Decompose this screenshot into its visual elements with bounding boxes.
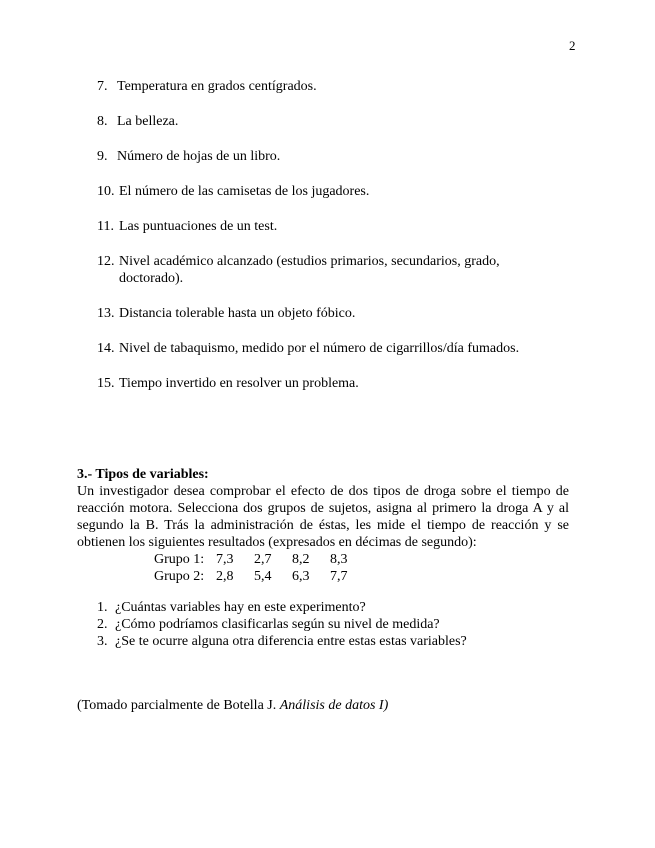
list-item	[97, 305, 567, 322]
question-number: 1.	[97, 600, 108, 615]
list-item-text: La belleza.	[117, 114, 179, 129]
result-value: 2,8	[216, 569, 234, 584]
source-title: Análisis de datos I)	[279, 698, 389, 713]
list-item	[97, 218, 567, 235]
list-item-number: 15.	[97, 376, 115, 391]
list-item-text: El número de las camisetas de los jugadores.	[119, 184, 370, 199]
result-value: 8,2	[292, 552, 310, 567]
source-prefix: (Tomado parcialmente de Botella J.	[77, 698, 280, 713]
question-text: ¿Cuántas variables hay en este experimento?	[115, 600, 366, 615]
section-paragraph: Un investigador desea comprobar el efecto de dos tipos de droga sobre el tiempo de reacción motora. Selecciona dos grupos de sujetos, asigna al primero la droga A y al segundo la B. Trás la administración de éstas, les mide el tiempo de reacción y se obtienen los siguientes resultados (expresados en décimas de segundo):	[77, 484, 569, 550]
list-item	[97, 148, 567, 165]
question-text: ¿Cómo podríamos clasificarlas según su nivel de medida?	[115, 617, 440, 632]
result-value: 2,7	[254, 552, 272, 567]
list-item-text: Las puntuaciones de un test.	[119, 219, 278, 234]
list-item-text: Número de hojas de un libro.	[117, 149, 281, 164]
question-text: ¿Se te ocurre alguna otra diferencia entre estas estas variables?	[115, 634, 467, 649]
group-label: Grupo 2:	[154, 569, 205, 584]
list-item-number: 10.	[97, 184, 115, 199]
result-value: 5,4	[254, 569, 272, 584]
result-value: 8,3	[330, 552, 348, 567]
list-item-number: 12.	[97, 254, 115, 269]
source-citation	[77, 697, 388, 714]
exercise-item-list	[97, 78, 567, 410]
list-item	[97, 375, 567, 392]
question-item	[97, 616, 569, 633]
list-item	[97, 340, 567, 357]
list-item-number: 13.	[97, 306, 115, 321]
group-label: Grupo 1:	[154, 552, 205, 567]
section-heading: 3.- Tipos de variables:	[77, 467, 209, 482]
list-item-text: Tiempo invertido en resolver un problema.	[119, 376, 359, 391]
list-item-text: Distancia tolerable hasta un objeto fóbico.	[119, 306, 356, 321]
question-item	[97, 599, 569, 616]
list-item-number: 14.	[97, 341, 115, 356]
list-item-text: Nivel académico alcanzado (estudios primarios, secundarios, grado, doctorado).	[119, 254, 500, 286]
list-item	[97, 253, 567, 287]
question-list	[97, 599, 569, 650]
question-number: 3.	[97, 634, 108, 649]
table-row	[154, 568, 368, 585]
list-item-number: 9.	[97, 149, 108, 164]
results-table	[154, 551, 368, 585]
result-value: 6,3	[292, 569, 310, 584]
page-number: 2	[569, 38, 576, 53]
list-item-number: 7.	[97, 79, 108, 94]
list-item-text: Temperatura en grados centígrados.	[117, 79, 317, 94]
list-item-number: 8.	[97, 114, 108, 129]
list-item-text: Nivel de tabaquismo, medido por el número de cigarrillos/día fumados.	[119, 341, 520, 356]
result-value: 7,7	[330, 569, 348, 584]
question-item	[97, 633, 569, 650]
list-item	[97, 113, 567, 130]
result-value: 7,3	[216, 552, 234, 567]
section-tipos-de-variables	[77, 466, 569, 650]
question-number: 2.	[97, 617, 108, 632]
list-item	[97, 78, 567, 95]
list-item	[97, 183, 567, 200]
list-item-number: 11.	[97, 219, 114, 234]
table-row	[154, 551, 368, 568]
